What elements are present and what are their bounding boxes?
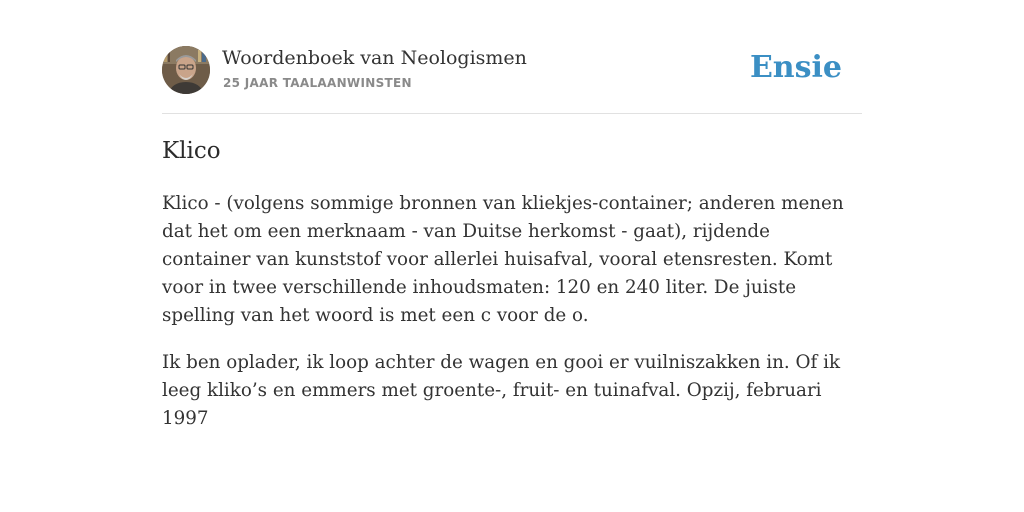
entry-definition: Klico - (volgens sommige bronnen van kliekjes-container; anderen menen dat het om een merknaam - van Duitse herkomst - gaat), rijdende container van kunststof voor allerlei huisafval, vooral etensresten. Komt voor in twee verschillende inhoudsmaten: 120 en 240 liter. De juiste spelling van het woord is met een c voor de o. — [162, 193, 844, 326]
header — [162, 46, 862, 96]
divider — [162, 113, 862, 114]
author-subtitle: 25 JAAR TAALAANWINSTEN — [223, 76, 412, 90]
avatar[interactable] — [162, 46, 210, 94]
entry-title: Klico — [162, 138, 221, 164]
author-name[interactable]: Woordenboek van Neologismen — [222, 47, 527, 69]
page-container — [162, 0, 862, 512]
author-portrait-icon — [162, 46, 210, 94]
entry-example: Ik ben oplader, ik loop achter de wagen en gooi er vuilniszakken in. Of ik leeg kliko’s en emmers met groente-, fruit- en tuinafval. Opzij, februari 1997 — [162, 352, 841, 429]
brand-logo[interactable]: Ensie — [749, 50, 842, 85]
